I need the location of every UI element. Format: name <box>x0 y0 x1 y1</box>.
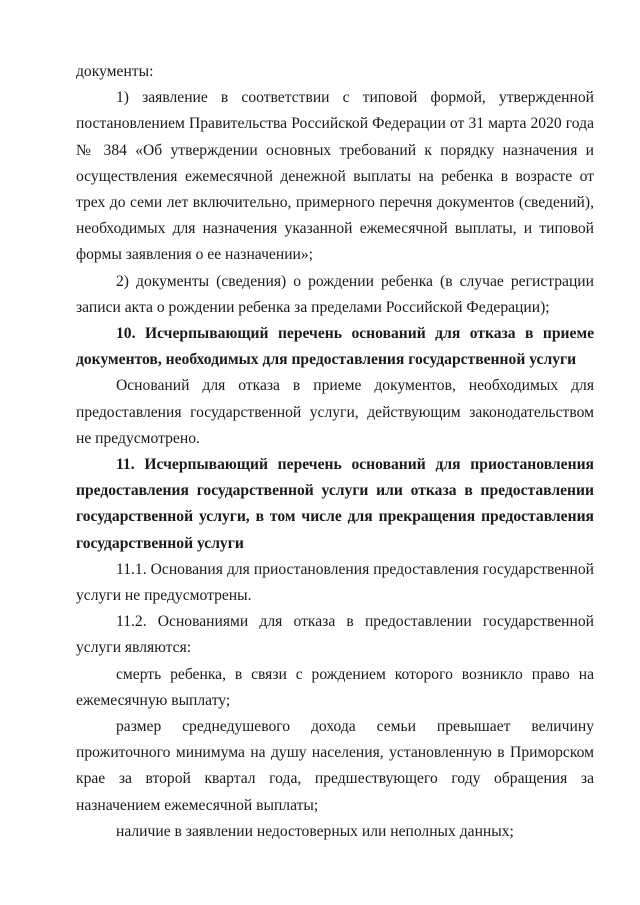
paragraph-ground-income-exceeds: размер среднедушевого дохода семьи превышает величину прожиточного минимума на душу населения, установленную в Приморском крае за второй квартал года, предшествующего году обращения за назначением ежемесячной выплаты; <box>76 718 594 814</box>
document-body <box>76 59 594 845</box>
paragraph-11-1: 11.1. Основания для приостановления предоставления государственной услуги не предусмотрены. <box>76 560 594 605</box>
paragraph-documents-intro: документы: <box>76 63 154 80</box>
paragraph-item-1-application: 1) заявление в соответствии с типовой формой, утвержденной постановлением Правительства Российской Федерации от 31 марта 2020 года № 384 «Об утверждении основных требований к порядку назначения и осуществления ежемесячной денежной выплаты на ребенка в возрасте от трех до семи лет включительно, примерного перечня документов (сведений), необходимых для назначения указанной ежемесячной выплаты, и типовой формы заявления о ее назначении»; <box>76 89 594 264</box>
section-heading-10: 10. Исчерпывающий перечень оснований для отказа в приеме документов, необходимых для предоставления государственной услуги <box>76 325 594 369</box>
paragraph-section-10-text: Оснований для отказа в приеме документов, необходимых для предоставления государственной услуги, действующим законодательством не предусмотрено. <box>76 377 594 447</box>
paragraph-item-2-birth-documents: 2) документы (сведения) о рождении ребенка (в случае регистрации записи акта о рождении ребенка за пределами Российской Федерации); <box>76 272 594 316</box>
paragraph-ground-child-death: смерть ребенка, в связи с рождением которого возникло право на ежемесячную выплату; <box>76 665 594 709</box>
section-heading-11: 11. Исчерпывающий перечень оснований для приостановления предоставления государственной услуги или отказа в предоставлении государственной услуги, в том числе для прекращения предоставления государственной услуги <box>76 456 594 552</box>
paragraph-11-2: 11.2. Основаниями для отказа в предоставлении государственной услуги являются: <box>76 613 594 657</box>
paragraph-ground-invalid-data: наличие в заявлении недостоверных или неполных данных; <box>116 822 514 840</box>
